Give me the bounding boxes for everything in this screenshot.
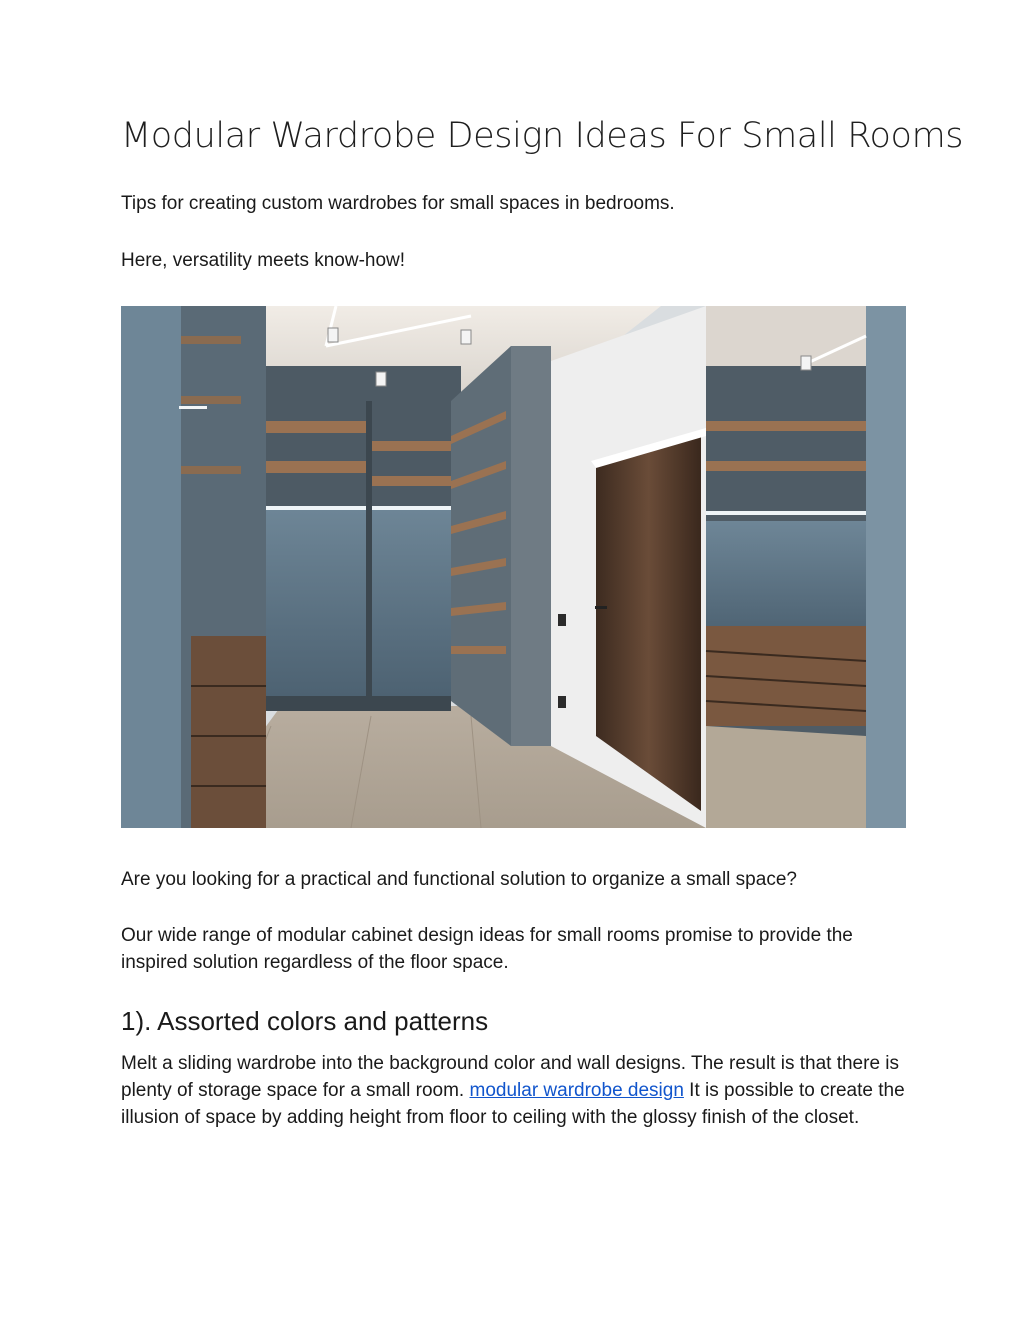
subtitle-paragraph: Tips for creating custom wardrobes for small spaces in bedrooms.	[121, 193, 675, 214]
page-title: Modular Wardrobe Design Ideas For Small Rooms	[121, 116, 964, 156]
section-1-text-after-link: It is possible to create the illusion of space by adding height from floor to ceiling with the glossy finish of the closet.	[121, 1080, 905, 1128]
intro-paragraph: Our wide range of modular cabinet design ideas for small rooms promise to provide the inspired solution regardless of the floor space.	[121, 925, 853, 973]
section-1-text-before-link: Melt a sliding wardrobe into the background color and wall designs. The result is that there is plenty of storage space for a small room.	[121, 1053, 900, 1101]
section-1-heading: 1). Assorted colors and patterns	[121, 1006, 489, 1036]
question-paragraph: Are you looking for a practical and functional solution to organize a small space?	[121, 869, 797, 890]
tagline-paragraph: Here, versatility meets know-how!	[121, 250, 406, 271]
walk-in-wardrobe-photo	[121, 306, 906, 828]
modular-wardrobe-design-link[interactable]: modular wardrobe design	[469, 1080, 684, 1101]
section-1-paragraph	[121, 1050, 911, 1131]
